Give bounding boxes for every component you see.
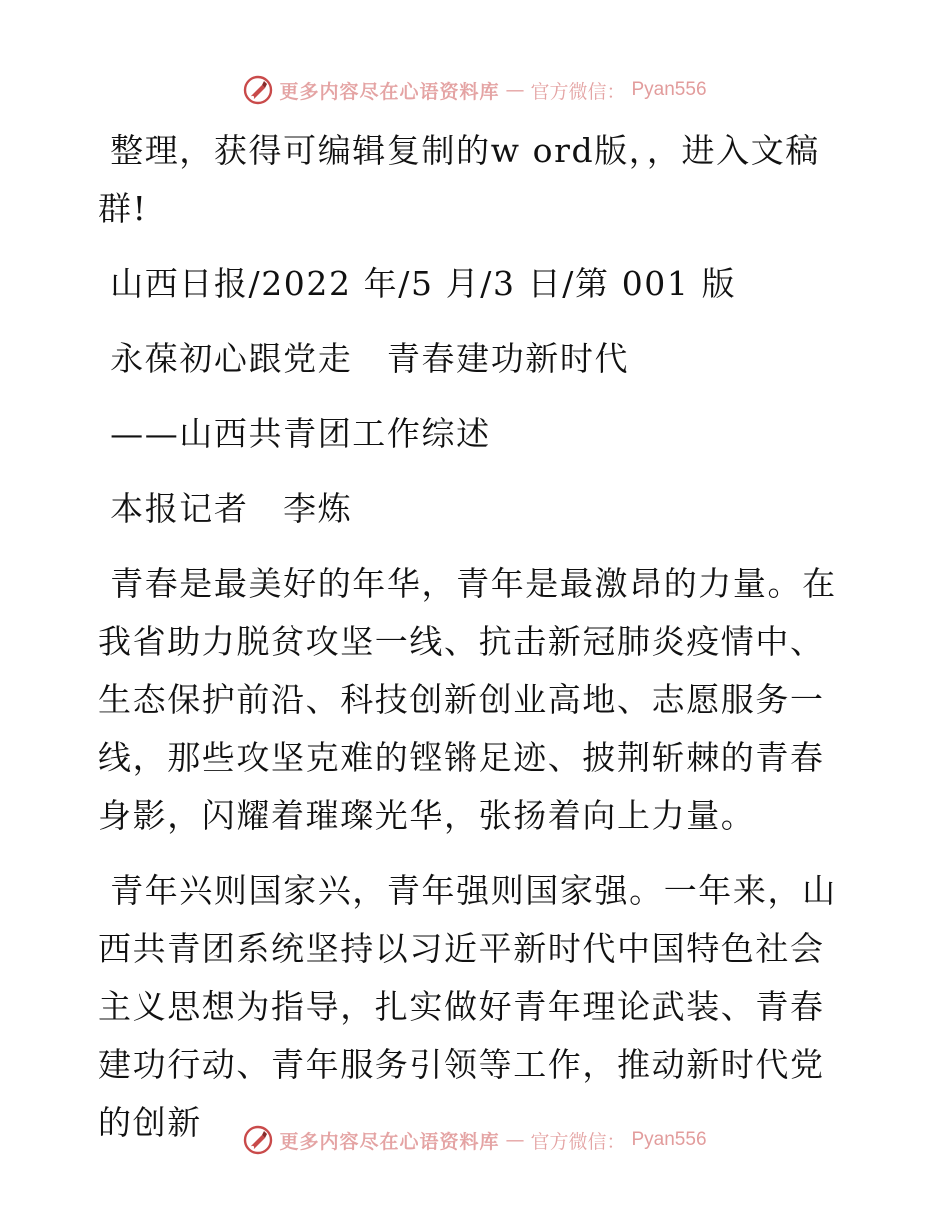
watermark-wechat-id: Pyan556	[631, 1129, 707, 1150]
article-headline: 永葆初心跟党走 青春建功新时代	[98, 339, 630, 378]
article-paragraph-2: 青年兴则国家兴，青年强则国家强。一年来，山西共青团系统坚持以习近平新时代中国特色社会主义思想为指导，扎实做好青年理论武装、青春建功行动、青年服务引领等工作，推动新时代党的创新	[98, 871, 837, 1142]
watermark-dash: —	[505, 79, 525, 101]
pen-logo-icon	[243, 1125, 273, 1155]
document-body	[98, 122, 850, 1169]
source-line: 山西日报/2022 年/5 月/3 日/第 001 版	[98, 264, 737, 303]
watermark-site-text: 更多内容尽在心语资料库	[279, 1130, 500, 1153]
intro-line: 整理，获得可编辑复制的w ord版，，进入文稿群!	[98, 131, 820, 228]
watermark-wechat-id: Pyan556	[631, 79, 707, 100]
article-paragraph-1: 青春是最美好的年华，青年是最激昂的力量。在我省助力脱贫攻坚一线、抗击新冠肺炎疫情中、生态保护前沿、科技创新创业高地、志愿服务一线，那些攻坚克难的铿锵足迹、披荆斩棘的青春身影，闪耀着璀璨光华，张扬着向上力量。	[98, 564, 837, 835]
watermark-site-text: 更多内容尽在心语资料库	[279, 80, 500, 103]
article-byline: 本报记者 李炼	[98, 489, 353, 528]
footer-watermark	[0, 1120, 950, 1160]
watermark-wechat-label: 官方微信：	[530, 80, 626, 103]
watermark-wechat-label: 官方微信：	[530, 1130, 626, 1153]
header-watermark	[0, 70, 950, 110]
article-subheadline: ——山西共青团工作综述	[98, 414, 491, 453]
watermark-dash: —	[505, 1129, 525, 1151]
pen-logo-icon	[243, 75, 273, 105]
